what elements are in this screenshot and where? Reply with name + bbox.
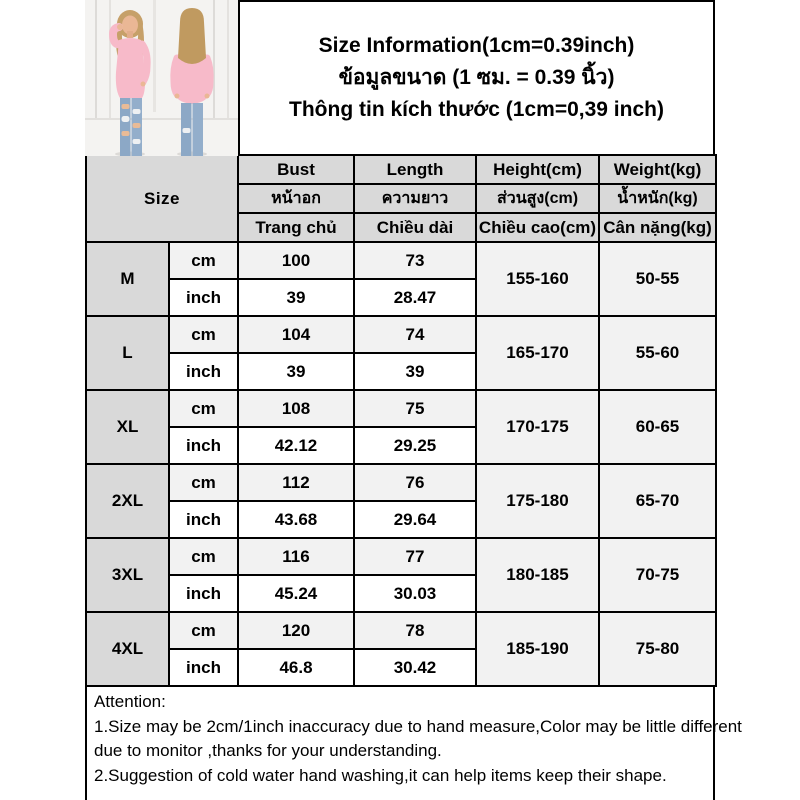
size-cell: 4XL xyxy=(86,612,169,686)
value-cell: 112 xyxy=(238,464,354,501)
value-cell: 39 xyxy=(354,353,476,390)
range-cell: 55-60 xyxy=(599,316,716,390)
title-line-en: Size Information(1cm=0.39inch) xyxy=(318,34,635,58)
range-cell: 50-55 xyxy=(599,242,716,316)
title-line-th: ข้อมูลขนาด (1 ซม. = 0.39 นิ้ว) xyxy=(338,66,615,90)
size-cell: XL xyxy=(86,390,169,464)
unit-cell: inch xyxy=(169,501,238,538)
header-length-vi: Chiều dài xyxy=(354,213,476,242)
unit-cell: inch xyxy=(169,353,238,390)
value-cell: 45.24 xyxy=(238,575,354,612)
table-row xyxy=(86,242,716,279)
table-row xyxy=(86,612,716,649)
value-cell: 76 xyxy=(354,464,476,501)
header-length-th: ความยาว xyxy=(354,184,476,213)
value-cell: 77 xyxy=(354,538,476,575)
range-cell: 75-80 xyxy=(599,612,716,686)
header-weight-vi: Cân nặng(kg) xyxy=(599,213,716,242)
unit-cell: cm xyxy=(169,538,238,575)
attention-heading: Attention: xyxy=(94,692,166,711)
range-cell: 155-160 xyxy=(476,242,599,316)
value-cell: 46.8 xyxy=(238,649,354,686)
header-bust-th: หน้าอก xyxy=(238,184,354,213)
product-photo-illustration xyxy=(85,0,238,156)
table-row xyxy=(86,538,716,575)
value-cell: 30.03 xyxy=(354,575,476,612)
table-row xyxy=(86,390,716,427)
value-cell: 43.68 xyxy=(238,501,354,538)
table-row xyxy=(86,316,716,353)
value-cell: 39 xyxy=(238,279,354,316)
title-line-vi: Thông tin kích thước (1cm=0,39 inch) xyxy=(289,97,664,121)
value-cell: 29.64 xyxy=(354,501,476,538)
value-cell: 120 xyxy=(238,612,354,649)
value-cell: 39 xyxy=(238,353,354,390)
attention-note2: 2.Suggestion of cold water hand washing,it can help items keep their shape. xyxy=(94,765,667,785)
unit-cell: cm xyxy=(169,242,238,279)
size-cell: 3XL xyxy=(86,538,169,612)
top-row xyxy=(85,0,715,156)
value-cell: 73 xyxy=(354,242,476,279)
unit-cell: inch xyxy=(169,649,238,686)
size-cell: 2XL xyxy=(86,464,169,538)
value-cell: 28.47 xyxy=(354,279,476,316)
range-cell: 185-190 xyxy=(476,612,599,686)
header-height-en: Height(cm) xyxy=(476,155,599,184)
header-height-vi: Chiều cao(cm) xyxy=(476,213,599,242)
value-cell: 29.25 xyxy=(354,427,476,464)
header-length-en: Length xyxy=(354,155,476,184)
range-cell: 60-65 xyxy=(599,390,716,464)
size-info-title xyxy=(238,0,715,156)
attention-note1-line1: 1.Size may be 2cm/1inch inaccuracy due to hand measure,Color may be little different xyxy=(94,716,742,736)
header-bust-en: Bust xyxy=(238,155,354,184)
unit-cell: cm xyxy=(169,316,238,353)
value-cell: 30.42 xyxy=(354,649,476,686)
value-cell: 74 xyxy=(354,316,476,353)
value-cell: 42.12 xyxy=(238,427,354,464)
content-area xyxy=(85,0,742,800)
value-cell: 104 xyxy=(238,316,354,353)
size-cell: L xyxy=(86,316,169,390)
range-cell: 70-75 xyxy=(599,538,716,612)
size-corner-label: Size xyxy=(86,155,238,242)
range-cell: 170-175 xyxy=(476,390,599,464)
header-weight-en: Weight(kg) xyxy=(599,155,716,184)
size-cell: M xyxy=(86,242,169,316)
value-cell: 116 xyxy=(238,538,354,575)
unit-cell: inch xyxy=(169,427,238,464)
range-cell: 165-170 xyxy=(476,316,599,390)
unit-cell: inch xyxy=(169,575,238,612)
unit-cell: cm xyxy=(169,612,238,649)
attention-note1-line2: due to monitor ,thanks for your understanding. xyxy=(94,741,442,761)
value-cell: 75 xyxy=(354,390,476,427)
range-cell: 175-180 xyxy=(476,464,599,538)
table-row xyxy=(86,464,716,501)
unit-cell: cm xyxy=(169,390,238,427)
value-cell: 78 xyxy=(354,612,476,649)
product-photo xyxy=(85,0,238,156)
size-chart-table xyxy=(85,154,717,687)
header-weight-th: น้ำหนัก(kg) xyxy=(599,184,716,213)
value-cell: 100 xyxy=(238,242,354,279)
value-cell: 108 xyxy=(238,390,354,427)
attention-note xyxy=(85,685,742,800)
range-cell: 180-185 xyxy=(476,538,599,612)
unit-cell: inch xyxy=(169,279,238,316)
unit-cell: cm xyxy=(169,464,238,501)
header-height-th: ส่วนสูง(cm) xyxy=(476,184,599,213)
range-cell: 65-70 xyxy=(599,464,716,538)
header-bust-vi: Trang chủ xyxy=(238,213,354,242)
